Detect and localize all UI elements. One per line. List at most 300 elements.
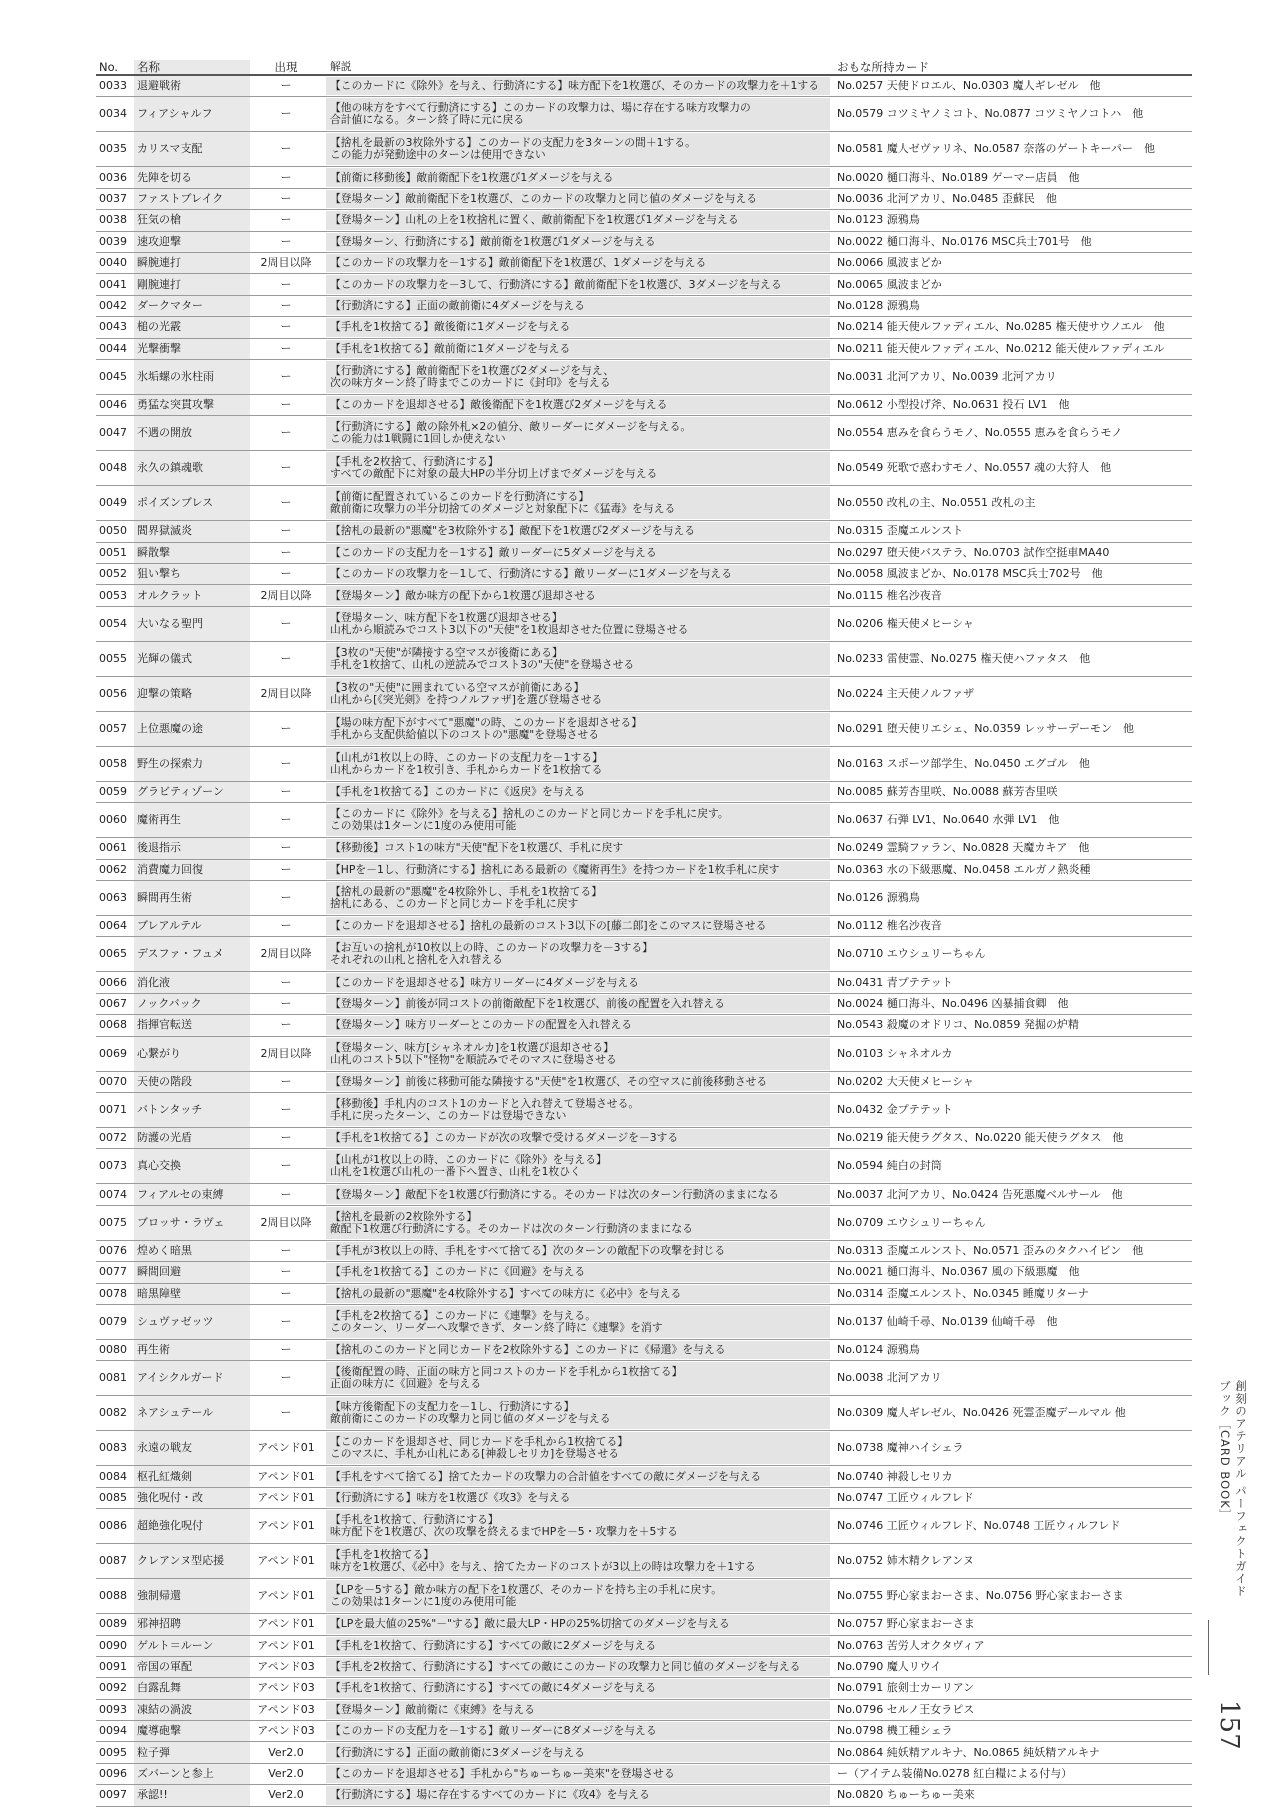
row-cards: No.0214 能天使ルファディエル、No.0285 権天使サウノエル 他 [837,320,1165,334]
row-desc: 【登場ターン】敵か味方の配下から1枚選び退却させる [326,586,830,604]
row-appear: ー [280,1314,292,1328]
row-desc-cell [322,416,834,450]
row-no: 0065 [99,947,127,961]
row-desc: 【3枚の"天使"が隣接する空マスが後衛にある】 手札を1枚捨て、山札の逆読みでコスト3の"天使"を登場させる [326,643,830,675]
row-cards: No.0746 工匠ウィルフレド、No.0748 工匠ウィルフレド [837,1519,1121,1533]
row-cards: No.0233 雷使霊、No.0275 権天使ハファタス 他 [837,651,1091,665]
row-cards: No.0740 神殺しセリカ [837,1469,953,1483]
table-row [96,486,1192,521]
row-desc: 【登場ターン】敵前衛配下を1枚選び、このカードの攻撃力と同じ値のダメージを与える [326,190,830,208]
table-row [96,1361,1192,1396]
row-cards: No.0796 セルノ王女ラピス [837,1702,975,1716]
row-no: 0049 [99,496,127,510]
row-name: 邪神招聘 [134,1614,250,1634]
row-appear: ー [280,567,292,581]
row-name: ゲルト＝ルーン [134,1636,250,1656]
row-cards: No.0798 機工種シェラ [837,1724,953,1738]
table-row [96,360,1192,395]
row-cards: No.0037 北河アカリ、No.0424 告死悪魔ベルサール 他 [837,1187,1123,1201]
row-appear: ー [280,651,292,665]
table-row [96,1284,1192,1305]
row-name: 白露乱舞 [134,1678,250,1698]
row-appear: ー [280,1371,292,1385]
row-desc: 【このカードの支配力を－1する】敵リーダーに5ダメージを与える [326,544,830,562]
row-desc: 【このカードの支配力を－1する】敵リーダーに8ダメージを与える [326,1722,830,1740]
table-row [96,210,1192,231]
row-appear: ー [280,1243,292,1257]
row-cards: No.0313 歪魔エルンスト、No.0571 歪みのタクハイビン 他 [837,1243,1144,1257]
row-desc-cell [322,451,834,485]
row-desc: 【捨札の最新の"悪魔"を4枚除外し、手札を1枚捨てる】 捨札にある、このカードと同じカードを手札に戻す [326,882,830,914]
row-no: 0069 [99,1046,127,1060]
table-row [96,1544,1192,1579]
row-cards: No.0024 樋口海斗、No.0496 凶暴捕食卿 他 [837,997,1069,1010]
row-cards: No.0710 エウシュリーちゃん [837,947,986,961]
row-desc-cell [322,585,834,605]
row-cards: No.0038 北河アカリ [837,1371,942,1385]
table-row [96,860,1192,881]
row-no: 0040 [99,256,127,270]
row-no: 0046 [99,398,127,412]
row-no: 0037 [99,191,127,205]
row-appear: 2周目以降 [260,1046,312,1060]
row-name: ブロッサ・ラヴェ [134,1206,250,1240]
table-row [96,642,1192,677]
row-desc: 【このカードを退却させ、同じカードを手札から1枚捨てる】 このマスに、手札か山札にある[神殺しセリカ]を登場させる [326,1432,830,1464]
table-row [96,1785,1192,1806]
header-appear: 出現 [274,60,298,74]
table-row [96,1241,1192,1262]
row-desc: 【山札が1枚以上の時、このカードに《除外》を与える】 山札を1枚選び山札の一番下へ置き、山札を1枚ひく [326,1150,830,1182]
table-row [96,1340,1192,1361]
table-header [96,60,1192,76]
row-appear: ー [280,79,292,93]
row-appear: ー [280,862,292,876]
row-appear: アペンド01 [257,1589,315,1603]
row-desc: 【登場ターン】前後が同コストの前衛敵配下を1枚選び、前後の配置を入れ替える [326,995,830,1013]
table-row [96,838,1192,859]
side-title-text: 創刻のアテリアル パーフェクトガイドブック［CARD BOOK］ [1218,1380,1248,1598]
row-appear: ー [280,997,292,1010]
row-cards: No.0066 風波まどか [837,256,942,270]
row-cards: No.0257 天使ドロエル、No.0303 魔人ギレゼル 他 [837,79,1101,93]
row-desc-cell [322,167,834,187]
table-row [96,1431,1192,1466]
row-desc-cell [322,232,834,252]
row-name: 瞬腕連打 [134,253,250,273]
row-desc: 【行動済にする】場に存在するすべてのカードに《攻4》を与える [326,1786,830,1804]
row-appear: ー [280,142,292,156]
table-row [96,76,1192,97]
row-appear: アペンド03 [257,1702,315,1716]
row-cards: No.0137 仙崎千尋、No.0139 仙崎千尋 他 [837,1314,1058,1328]
row-desc: 【手札を2枚捨て、行動済にする】 すべての敵配下に対象の最大HPの半分切上げまでダメージを与える [326,452,830,484]
row-appear: 2周目以降 [260,686,312,700]
table-row [96,1678,1192,1699]
table-row [96,395,1192,416]
row-desc-cell [322,1764,834,1784]
row-name: 勇猛な突貫攻撃 [134,395,250,415]
row-no: 0045 [99,369,127,383]
row-appear: ー [280,426,292,440]
row-desc-cell [322,1015,834,1035]
row-name: 消費魔力回復 [134,860,250,880]
table-row [96,1614,1192,1635]
row-desc-cell [322,76,834,96]
row-appear: ー [280,1074,292,1088]
row-desc-cell [322,1678,834,1698]
table-row [96,317,1192,338]
table-row [96,712,1192,747]
table-row [96,1015,1192,1036]
row-desc-cell [322,1396,834,1430]
row-desc: 【捨札を最新の2枚除外する】 敵配下1枚選び行動済にする。そのカードは次のターン行動済のままになる [326,1207,830,1239]
row-cards: No.0791 旅剣士カーリアン [837,1681,975,1695]
row-cards: No.0543 殺魔のオドリコ、No.0859 発掘の炉精 [837,1018,1079,1032]
table-row [96,677,1192,712]
row-no: 0057 [99,721,127,735]
row-no: 0079 [99,1314,127,1328]
row-desc-cell [322,1262,834,1282]
row-desc: 【このカードの攻撃力を－1する】敵前衛配下を1枚選び、1ダメージを与える [326,254,830,272]
row-no: 0047 [99,426,127,440]
row-desc: 【登場ターン、行動済にする】敵前衛を1枚選び1ダメージを与える [326,233,830,251]
row-name: 再生術 [134,1340,250,1360]
row-name: 永久の鎮魂歌 [134,451,250,485]
row-no: 0067 [99,997,127,1010]
row-cards: No.0065 風波まどか [837,277,942,291]
row-appear: ー [280,1131,292,1145]
row-name: 指揮官転送 [134,1015,250,1035]
table-row [96,1579,1192,1614]
row-appear: ー [280,841,292,855]
row-no: 0076 [99,1243,127,1257]
row-desc: 【捨札のこのカードと同じカードを2枚除外する】このカードに《帰還》を与える [326,1341,830,1359]
row-name: 狂気の槍 [134,210,250,230]
row-name: 承認!! [134,1785,250,1805]
row-no: 0035 [99,142,127,156]
row-desc-cell [322,1431,834,1465]
row-desc-cell [322,1657,834,1677]
row-appear: ー [280,1286,292,1300]
row-cards: No.0594 純白の封筒 [837,1159,942,1173]
row-name: 先陣を切る [134,167,250,187]
row-appear: 2周目以降 [260,947,312,961]
row-no: 0050 [99,524,127,538]
row-name: 帝国の軍配 [134,1657,250,1677]
row-desc-cell [322,274,834,294]
row-no: 0033 [99,79,127,93]
header-desc-text: 解説 [330,60,352,73]
table-row [96,1509,1192,1544]
row-no: 0061 [99,841,127,855]
row-desc: 【このカードを退却させる】捨札の最新のコスト3以下の[藤二郎]をこのマスに登場させる [326,917,830,935]
row-desc-cell [322,972,834,992]
row-desc-cell [322,838,834,858]
table-row [96,564,1192,585]
row-desc-cell [322,1785,834,1805]
row-desc: 【前衛に配置されているこのカードを行動済にする】 敵前衛に攻撃力の半分切捨てのダメージと対象配下に《猛毒》を与える [326,487,830,519]
row-no: 0087 [99,1554,127,1568]
row-desc: 【捨札の最新の"悪魔"を4枚除外する】すべての味方に《必中》を与える [326,1285,830,1303]
row-cards: No.0021 樋口海斗、No.0367 風の下級悪魔 他 [837,1265,1080,1279]
row-desc: 【手札を1枚捨てる】敵前衛に1ダメージを与える [326,340,830,358]
row-appear: アペンド01 [257,1554,315,1568]
row-appear: アペンド03 [257,1724,315,1738]
row-cards: No.0612 小型投げ斧、No.0631 投石 LV1 他 [837,398,1070,412]
row-cards: No.0058 風波まどか、No.0178 MSC兵士702号 他 [837,567,1103,581]
row-desc-cell [322,564,834,584]
row-name: 瞬間再生術 [134,881,250,915]
row-appear: アペンド03 [257,1660,315,1674]
row-no: 0036 [99,170,127,184]
row-cards: No.0549 死歌で惑わすモノ、No.0557 魂の大狩人 他 [837,461,1112,475]
row-no: 0070 [99,1074,127,1088]
row-name: フィアルセの束縛 [134,1184,250,1204]
row-desc: 【後衛配置の時、正面の味方と同コストのカードを手札から1枚捨てる】 正面の味方に《回避》を与える [326,1362,830,1394]
row-desc-cell [322,712,834,746]
row-desc: 【3枚の"天使"に囲まれている空マスが前衛にある】 山札から[《突光剣》を持つノルファザ]を選び登場させる [326,678,830,710]
row-appear: ー [280,213,292,227]
row-desc-cell [322,1037,834,1071]
row-desc-cell [322,747,834,781]
row-name: バトンタッチ [134,1093,250,1127]
row-cards: No.0581 魔人ゼヴァリネ、No.0587 奈落のゲートキーパー 他 [837,142,1155,156]
row-no: 0043 [99,320,127,334]
row-appear: ー [280,1159,292,1173]
row-name: 天使の階段 [134,1072,250,1092]
row-no: 0084 [99,1469,127,1483]
table-row [96,416,1192,451]
row-desc-cell [322,1093,834,1127]
row-name: 退避戦術 [134,76,250,96]
row-desc-cell [322,782,834,802]
table-row [96,1721,1192,1742]
table-row [96,97,1192,132]
row-name: 強化呪付・改 [134,1488,250,1508]
table-row [96,1072,1192,1093]
table-row [96,339,1192,360]
row-desc-cell [322,1700,834,1720]
row-cards: No.0219 能天使ラグタス、No.0220 能天使ラグタス 他 [837,1131,1124,1145]
row-desc: 【このカードの攻撃力を－3して、行動済にする】敵前衛配下を1枚選び、3ダメージを与える [326,275,830,293]
row-desc: 【登場ターン】味方リーダーとこのカードの配置を入れ替える [326,1016,830,1034]
row-name: 野生の探索力 [134,747,250,781]
table-row [96,916,1192,937]
row-desc: 【このカードを退却させる】手札から"ちゅーちゅー美來"を登場させる [326,1765,830,1783]
row-desc: 【登場ターン】敵配下を1枚選び行動済にする。そのカードは次のターン行動済のままになる [326,1185,830,1203]
table-row [96,521,1192,542]
row-no: 0080 [99,1343,127,1357]
table-row [96,1037,1192,1072]
row-appear: ー [280,1265,292,1279]
row-cards: No.0112 椎名沙夜音 [837,919,942,933]
row-desc-cell [322,860,834,880]
row-name: アイシクルガード [134,1361,250,1395]
row-appear: ー [280,496,292,510]
row-appear: 2周目以降 [260,588,312,602]
row-appear: ー [280,1102,292,1116]
row-desc: 【手札を1枚捨てる】このカードに《返戻》を与える [326,783,830,801]
row-desc-cell [322,916,834,936]
row-no: 0063 [99,891,127,905]
row-desc: 【手札を2枚捨てる】このカードに《連撃》を与える。 このターン、リーダーへ攻撃できず、ターン終了時に《連撃》を消す [326,1306,830,1338]
row-desc: 【行動済にする】敵の除外札×2の値分、敵リーダーにダメージを与える。 この能力は1戦闘に1回しか使えない [326,417,830,449]
row-desc: 【手札を1枚捨てる】敵後衛に1ダメージを与える [326,318,830,336]
row-name: 魔導砲撃 [134,1721,250,1741]
row-name: 不遇の開放 [134,416,250,450]
row-no: 0064 [99,919,127,933]
row-desc: 【LPを最大値の25%"－"する】敵に最大LP・HPの25%切捨てのダメージを与える [326,1615,830,1633]
row-no: 0044 [99,341,127,355]
row-appear: ー [280,341,292,355]
row-appear: ー [280,721,292,735]
row-desc-cell [322,937,834,971]
row-no: 0058 [99,756,127,770]
row-cards: No.0554 恵みを食らうモノ、No.0555 恵みを食らうモノ [837,426,1123,440]
row-name: 剛腕連打 [134,274,250,294]
row-no: 0041 [99,277,127,291]
row-no: 0083 [99,1441,127,1455]
row-no: 0054 [99,616,127,630]
row-appear: アペンド01 [257,1638,315,1652]
row-no: 0096 [99,1767,127,1781]
table-row [96,1466,1192,1487]
row-cards: No.0022 樋口海斗、No.0176 MSC兵士701号 他 [837,234,1092,248]
row-desc: 【このカードの攻撃力を－1して、行動済にする】敵リーダーに1ダメージを与える [326,565,830,583]
row-desc-cell [322,360,834,394]
row-desc-cell [322,677,834,711]
row-appear: ー [280,369,292,383]
row-desc-cell [322,1149,834,1183]
row-no: 0097 [99,1788,127,1802]
row-cards: No.0752 姉木精クレアンヌ [837,1554,974,1568]
header-no: No. [99,60,119,74]
row-name: 氷垢螺の氷柱雨 [134,360,250,394]
row-appear: ー [280,813,292,827]
row-no: 0038 [99,213,127,227]
side-title [1217,1380,1248,1600]
side-divider [1208,1620,1209,1675]
table-row [96,1396,1192,1431]
row-no: 0091 [99,1660,127,1674]
row-appear: ー [280,1187,292,1201]
row-desc: 【手札を1枚捨てる】 味方を1枚選び、《必中》を与え、捨てたカードのコストが3以上の時は攻撃力を＋1する [326,1545,830,1577]
row-name: 強制帰還 [134,1579,250,1613]
row-desc-cell [322,253,834,273]
row-appear: ー [280,461,292,475]
row-desc-cell [322,395,834,415]
row-name: 粒子弾 [134,1742,250,1762]
row-appear: Ver2.0 [268,1788,304,1802]
table-row [96,972,1192,993]
row-desc-cell [322,607,834,641]
row-cards: No.0579 コツミヤノミコト、No.0877 コツミヤノコトハ 他 [837,107,1144,121]
table-row [96,1093,1192,1128]
row-appear: アペンド01 [257,1490,315,1504]
row-name: 暗黒障壁 [134,1284,250,1304]
table-row [96,1742,1192,1763]
row-no: 0048 [99,461,127,475]
row-desc-cell [322,1128,834,1148]
row-desc-cell [322,486,834,520]
row-no: 0062 [99,862,127,876]
row-appear: Ver2.0 [268,1745,304,1759]
row-cards: No.0309 魔人ギレゼル、No.0426 死霊歪魔デールマル 他 [837,1406,1126,1420]
row-desc: 【捨札の最新の"悪魔"を3枚除外する】敵配下を1枚選び2ダメージを与える [326,522,830,540]
table-row [96,1262,1192,1283]
row-name: オルクラット [134,585,250,605]
header-desc [322,60,834,74]
row-no: 0086 [99,1519,127,1533]
row-desc-cell [322,521,834,541]
row-appear: ー [280,919,292,933]
row-desc-cell [322,642,834,676]
table-row [96,189,1192,210]
table-body [96,76,1192,1807]
row-name: 大いなる聖門 [134,607,250,641]
row-desc: 【このカードを退却させる】敵後衛配下を1枚選び2ダメージを与える [326,396,830,414]
row-no: 0073 [99,1159,127,1173]
row-cards: No.0709 エウシュリーちゃん [837,1215,986,1229]
row-name: 防護の光盾 [134,1128,250,1148]
row-cards: No.0211 能天使ルファディエル、No.0212 能天使ルファディエル [837,341,1165,355]
row-appear: ー [280,1018,292,1032]
row-appear: ー [280,891,292,905]
row-name: ネアシュテール [134,1396,250,1430]
row-desc: 【LPを－5する】敵か味方の配下を1枚選び、そのカードを持ち主の手札に戻す。 この効果は1ターンに1度のみ使用可能 [326,1580,830,1612]
row-desc-cell [322,1488,834,1508]
row-appear: ー [280,320,292,334]
row-name: ダークマター [134,296,250,316]
row-desc: 【行動済にする】正面の敵前衛に4ダメージを与える [326,297,830,315]
row-name: 瞬間回避 [134,1262,250,1282]
row-no: 0078 [99,1286,127,1300]
table-row [96,1700,1192,1721]
row-name: フィアシャルフ [134,97,250,131]
row-cards: No.0637 石弾 LV1、No.0640 水弾 LV1 他 [837,813,1060,827]
row-name: シュヴァゼッツ [134,1305,250,1339]
row-no: 0085 [99,1490,127,1504]
row-no: 0089 [99,1617,127,1631]
table-row [96,881,1192,916]
row-cards: No.0224 主天使ノルファザ [837,686,975,700]
row-no: 0072 [99,1131,127,1145]
row-no: 0051 [99,545,127,559]
row-name: グラビティゾーン [134,782,250,802]
row-cards: No.0103 シャネオルカ [837,1046,953,1060]
row-cards: No.0031 北河アカリ、No.0039 北河アカリ [837,369,1057,383]
row-name: 心繋がり [134,1037,250,1071]
row-cards: No.0126 源鴉鳥 [837,891,920,905]
row-desc-cell [322,1544,834,1578]
row-desc-cell [322,1579,834,1613]
header-cards: おもな所持カード [837,60,929,74]
table-row [96,747,1192,782]
row-appear: ー [280,277,292,291]
row-no: 0088 [99,1589,127,1603]
row-name: 超絶強化呪付 [134,1509,250,1543]
row-desc-cell [322,1614,834,1634]
row-no: 0066 [99,975,127,989]
row-desc: 【前衛に移動後】敵前衛配下を1枚選び1ダメージを与える [326,168,830,186]
row-name: 上位悪魔の途 [134,712,250,746]
row-desc: 【捨札を最新の3枚除外する】このカードの支配力を3ターンの間＋1する。 この能力が発動途中のターンは使用できない [326,133,830,165]
row-cards: No.0249 霊騎ファラン、No.0828 天魔カキア 他 [837,841,1090,855]
row-cards: No.0363 水の下級悪魔、No.0458 エルガノ熱炎種 [837,862,1091,876]
row-desc-cell [322,1184,834,1204]
row-desc: 【手札を1枚捨てる】このカードに《回避》を与える [326,1263,830,1281]
